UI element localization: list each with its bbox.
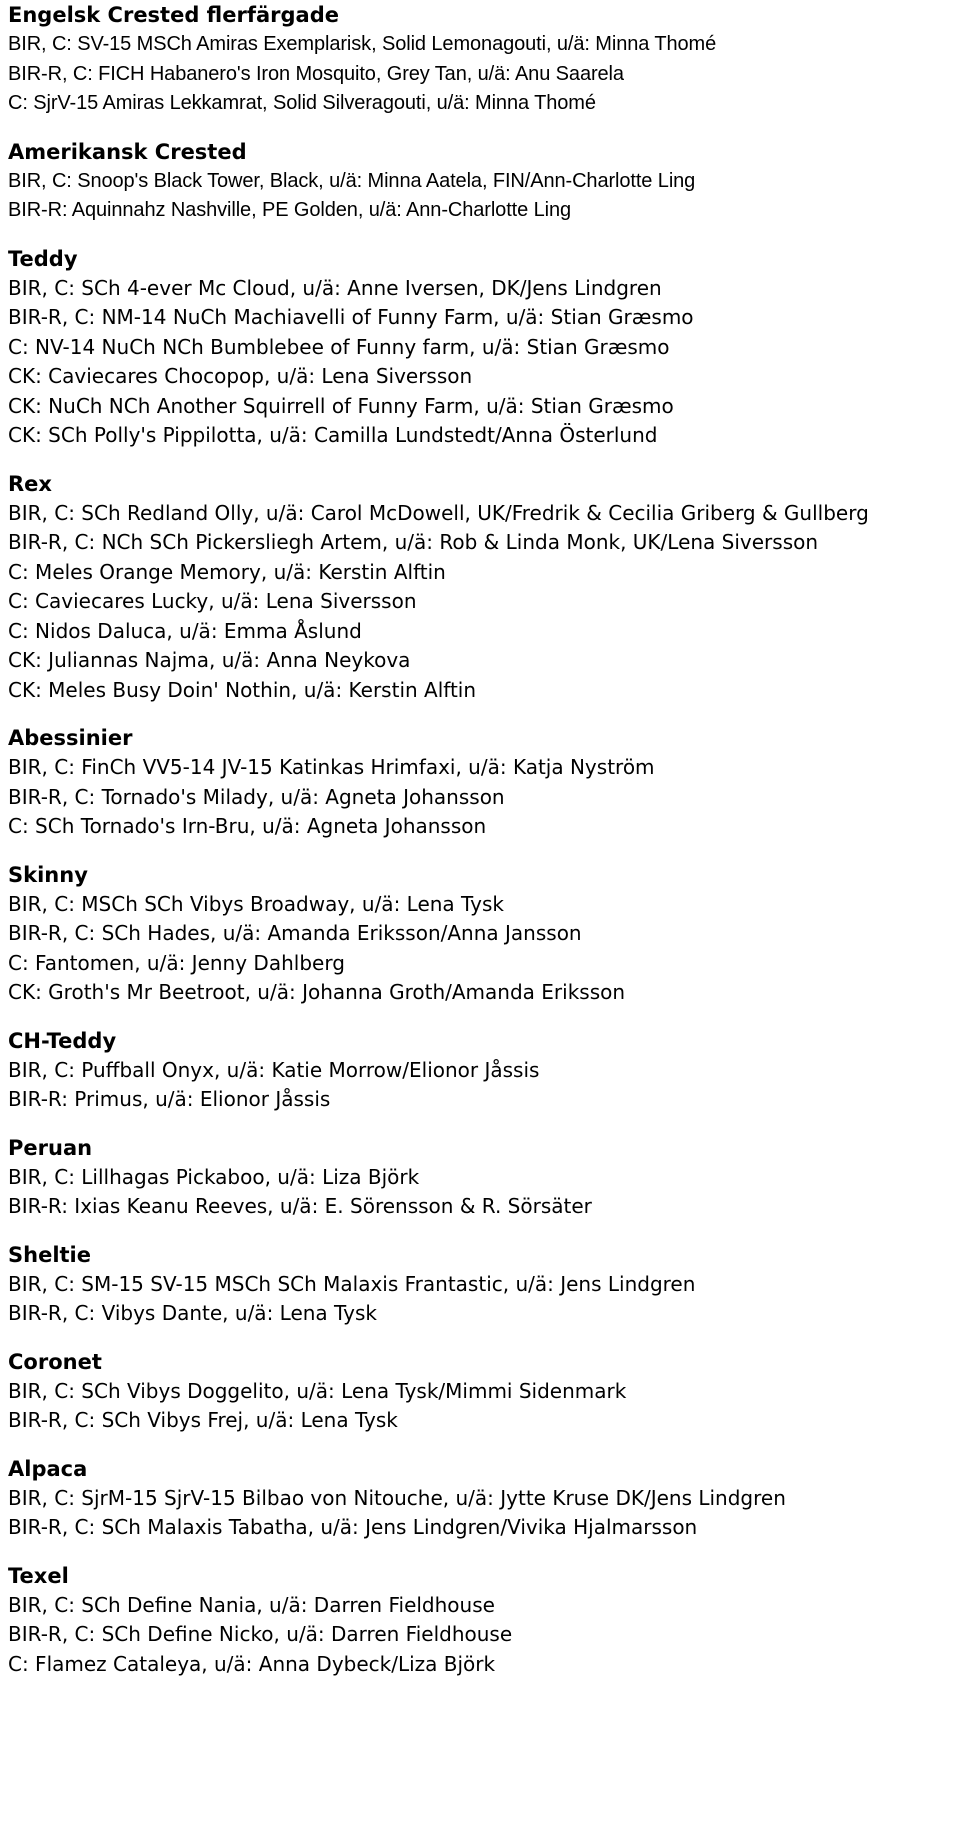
- results-document: [8, 0, 960, 1697]
- result-entry: BIR, C: SCh Define Nania, u/ä: Darren Fieldhouse: [8, 1592, 495, 1617]
- breed-section: [8, 0, 960, 119]
- breed-heading: CH-Teddy: [8, 1028, 117, 1053]
- breed-section: [8, 469, 960, 706]
- result-entry: BIR, C: SV-15 MSCh Amiras Exemplarisk, Solid Lemonagouti, u/ä: Minna Thomé: [8, 33, 717, 55]
- breed-heading: Peruan: [8, 1135, 93, 1160]
- result-entry: BIR-R, C: SCh Hades, u/ä: Amanda Eriksson/Anna Jansson: [8, 921, 582, 945]
- result-entry: C: NV-14 NuCh NCh Bumblebee of Funny farm, u/ä: Stian Græsmo: [8, 334, 670, 359]
- result-entry: BIR-R, C: FICH Habanero's Iron Mosquito, Grey Tan, u/ä: Anu Saarela: [8, 62, 624, 85]
- result-entry: CK: Juliannas Najma, u/ä: Anna Neykova: [8, 648, 411, 672]
- result-entry: C: SCh Tornado's Irn-Bru, u/ä: Agneta Johansson: [8, 814, 487, 838]
- breed-section: [8, 860, 960, 1008]
- result-entry: BIR-R: Aquinnahz Nashville, PE Golden, u/ä: Ann-Charlotte Ling: [8, 199, 572, 221]
- result-entry: C: Flamez Cataleya, u/ä: Anna Dybeck/Liza Björk: [8, 1651, 496, 1676]
- result-entry: BIR, C: SM-15 SV-15 MSCh SCh Malaxis Frantastic, u/ä: Jens Lindgren: [8, 1271, 696, 1296]
- breed-heading: Abessinier: [8, 726, 133, 750]
- result-entry: BIR, C: SCh Redland Olly, u/ä: Carol McDowell, UK/Fredrik & Cecilia Griberg & Gullberg: [8, 500, 869, 525]
- result-entry: BIR, C: Lillhagas Pickaboo, u/ä: Liza Björk: [8, 1164, 420, 1189]
- result-entry: BIR-R, C: Tornado's Milady, u/ä: Agneta Johansson: [8, 784, 505, 809]
- result-entry: BIR, C: FinCh VV5-14 JV-15 Katinkas Hrimfaxi, u/ä: Katja Nyström: [8, 755, 655, 779]
- result-entry: C: Meles Orange Memory, u/ä: Kerstin Alftin: [8, 559, 446, 584]
- result-entry: CK: NuCh NCh Another Squirrell of Funny Farm, u/ä: Stian Græsmo: [8, 393, 674, 418]
- result-entry: BIR-R, C: SCh Malaxis Tabatha, u/ä: Jens Lindgren/Vivika Hjalmarsson: [8, 1515, 698, 1539]
- breed-section: [8, 1454, 960, 1543]
- result-entry: CK: Groth's Mr Beetroot, u/ä: Johanna Groth/Amanda Eriksson: [8, 980, 626, 1004]
- breed-heading: Engelsk Crested flerfärgade: [8, 3, 339, 27]
- breed-heading: Rex: [8, 471, 52, 496]
- result-entry: BIR, C: SCh Vibys Doggelito, u/ä: Lena Tysk/Mimmi Sidenmark: [8, 1378, 627, 1403]
- breed-heading: Alpaca: [8, 1456, 88, 1481]
- breed-section: [8, 1133, 960, 1222]
- result-entry: C: Fantomen, u/ä: Jenny Dahlberg: [8, 950, 345, 975]
- result-entry: CK: Caviecares Chocopop, u/ä: Lena Siversson: [8, 364, 473, 388]
- result-entry: BIR, C: Puffball Onyx, u/ä: Katie Morrow/Elionor Jåssis: [8, 1057, 540, 1082]
- breed-section: [8, 1026, 960, 1115]
- result-entry: C: SjrV-15 Amiras Lekkamrat, Solid Silveragouti, u/ä: Minna Thomé: [8, 92, 596, 114]
- breed-section: [8, 244, 960, 451]
- breed-heading: Amerikansk Crested: [8, 139, 247, 164]
- breed-section: [8, 723, 960, 842]
- result-entry: BIR-R: Primus, u/ä: Elionor Jåssis: [8, 1087, 331, 1111]
- result-entry: BIR-R: Ixias Keanu Reeves, u/ä: E. Sörensson & R. Sörsäter: [8, 1194, 592, 1218]
- result-entry: C: Caviecares Lucky, u/ä: Lena Siversson: [8, 589, 417, 613]
- breed-section: [8, 1240, 960, 1329]
- breed-heading: Texel: [8, 1563, 69, 1588]
- breed-heading: Coronet: [8, 1349, 102, 1374]
- result-entry: BIR, C: SjrM-15 SjrV-15 Bilbao von Nitouche, u/ä: Jytte Kruse DK/Jens Lindgren: [8, 1485, 786, 1510]
- breed-heading: Teddy: [8, 246, 78, 271]
- breed-heading: Skinny: [8, 862, 88, 887]
- result-entry: CK: SCh Polly's Pippilotta, u/ä: Camilla Lundstedt/Anna Österlund: [8, 423, 658, 447]
- breed-section: [8, 1347, 960, 1436]
- result-entry: BIR-R, C: Vibys Dante, u/ä: Lena Tysk: [8, 1301, 377, 1325]
- result-entry: C: Nidos Daluca, u/ä: Emma Åslund: [8, 618, 362, 643]
- breed-heading: Sheltie: [8, 1242, 91, 1267]
- result-entry: CK: Meles Busy Doin' Nothin, u/ä: Kerstin Alftin: [8, 677, 477, 702]
- breed-section: [8, 1561, 960, 1680]
- result-entry: BIR, C: Snoop's Black Tower, Black, u/ä: Minna Aatela, FIN/Ann-Charlotte Ling: [8, 169, 696, 192]
- result-entry: BIR-R, C: SCh Define Nicko, u/ä: Darren Fieldhouse: [8, 1622, 513, 1646]
- result-entry: BIR-R, C: NM-14 NuCh Machiavelli of Funny Farm, u/ä: Stian Græsmo: [8, 305, 694, 329]
- result-entry: BIR, C: MSCh SCh Vibys Broadway, u/ä: Lena Tysk: [8, 891, 504, 916]
- breed-section: [8, 137, 960, 226]
- result-entry: BIR-R, C: NCh SCh Pickersliegh Artem, u/ä: Rob & Linda Monk, UK/Lena Siversson: [8, 530, 819, 554]
- result-entry: BIR-R, C: SCh Vibys Frej, u/ä: Lena Tysk: [8, 1408, 398, 1432]
- result-entry: BIR, C: SCh 4-ever Mc Cloud, u/ä: Anne Iversen, DK/Jens Lindgren: [8, 275, 662, 300]
